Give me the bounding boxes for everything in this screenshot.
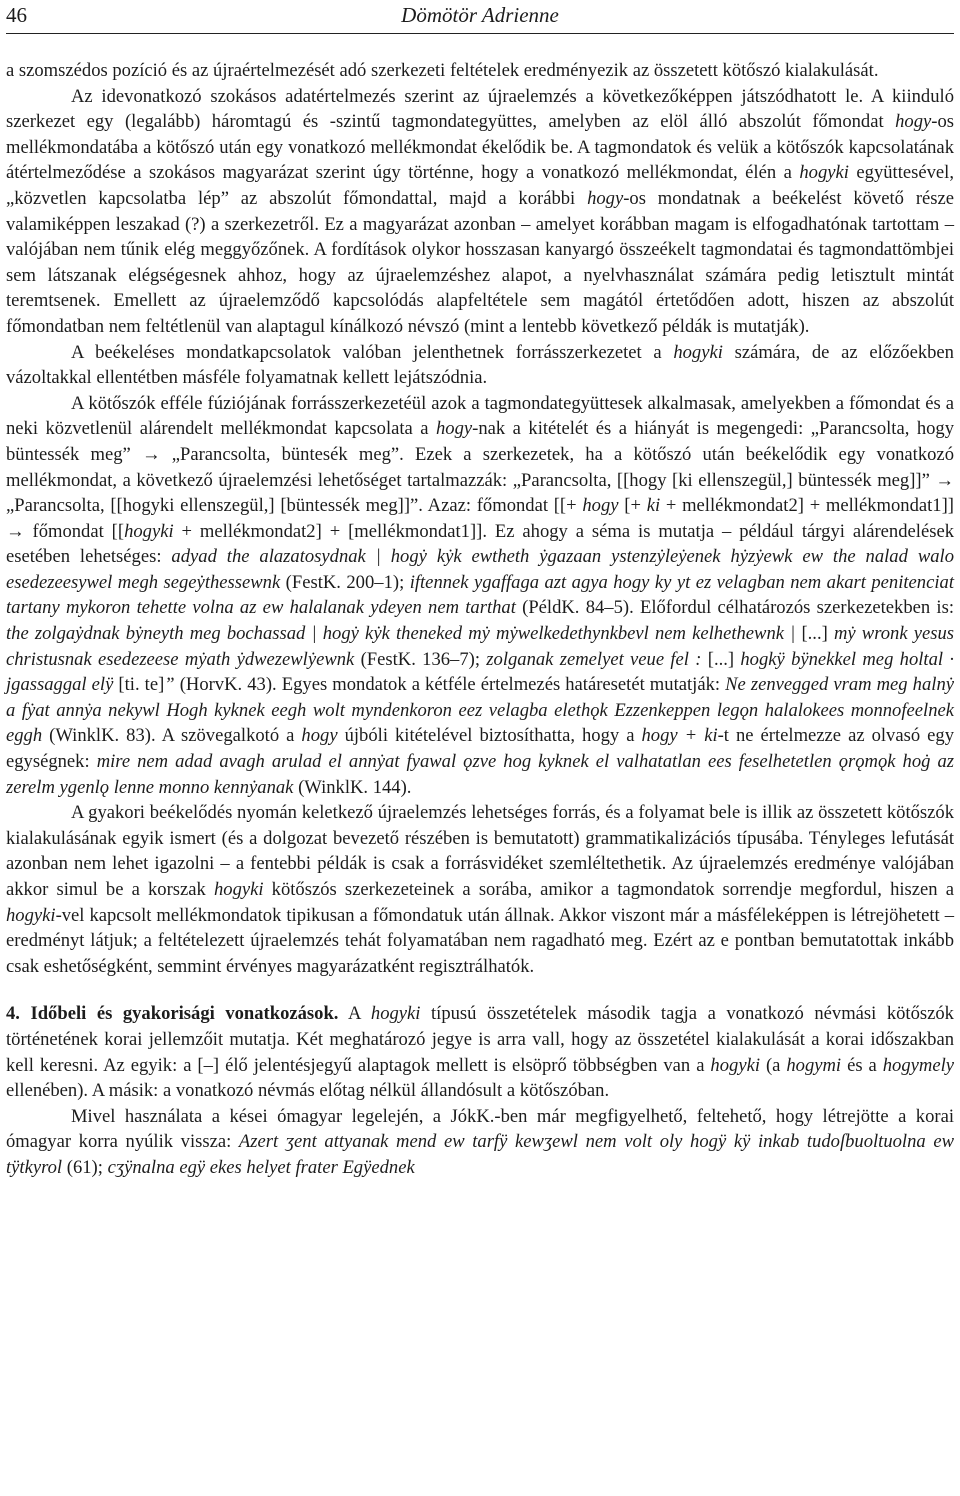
italic-run: mẏ wronk yesus christusnak esedezeese mẏath ẏdwezewlẏewnk — [6, 623, 955, 670]
text-run: típusú összetételek második tagja a vonatkozó névmási kötőszók történetének korai jellemzőit mutatja. Két meghatározó jegye is arra vall, hogy az összetétel kialakulását a korai időszakban kell keresni. Az egyik: a [–] élő jelentésjegyű alaptagok mellett is elsöprő többségben van a — [6, 1003, 954, 1076]
paragraph — [6, 391, 954, 801]
text-run: újbóli kitételével biztosíthatta, hogy a — [337, 725, 642, 747]
italic-run: hogyki — [6, 904, 56, 926]
paragraph — [6, 84, 954, 340]
italic-run: hogy — [895, 111, 932, 133]
header-rule — [6, 33, 954, 34]
italic-run: hogy — [582, 495, 619, 517]
text-run: Mivel használata a kései ómagyar legelején, a JókK.-ben már megfigyelhető, feltehető, hogy létrejötte a korai ómagyar korra nyúlik vissza: — [6, 1105, 954, 1153]
italic-run: cʒÿnalna egÿ ekes helyet frater Egÿednek — [107, 1156, 415, 1178]
italic-run: hogy — [301, 725, 338, 747]
italic-run: Azert ʒent attyanak mend ew tarfÿ kewʒewl nem volt oly hogÿ kÿ inkab tudoſbuoltuolna ew tÿtkyrol — [6, 1131, 954, 1178]
italic-run: zolganak zemelyet veue fel : — [486, 648, 702, 670]
italic-run: hogyki — [673, 341, 723, 363]
text-run: A gyakori beékelődés nyomán keletkező újraelemzés lehetséges forrás, és a folyamat bele is illik az összetett kötőszók kialakulásának egyik ismert (és a dolgozat bevezető részében is bemutatott) grammatikalizációs típusába. Tényleges lefutását azonban nem lehet igazolni – a fentebbi példák is csak a forrásvidéket szemléltethetik. Az újraelemzés eredménye valójában akkor simul be a korszak — [6, 802, 954, 900]
text-run: -t ne értelmezze az olvasó egy egységnek: — [6, 725, 954, 773]
text-run: (WinklK. 83). A szövegalkotó a — [42, 725, 302, 747]
text-run: (a — [759, 1054, 787, 1076]
italic-run: Ne zenvegged vram meg halnẏ a fẏat annẏa nekywl Hogh kyknek eegh wolt myndenkoron eez velagba elethǫk Ezzenkeppen legǫn halalokees monnofeelnek eggh — [6, 674, 954, 747]
text-run: (61); — [62, 1156, 108, 1178]
text-run: [...] — [701, 648, 741, 670]
italic-run: hogymi — [786, 1054, 842, 1076]
paragraph — [6, 340, 954, 391]
text-run: A — [338, 1003, 371, 1025]
text-run: [...] — [801, 623, 834, 645]
text-run: (FestK. 136–7); — [354, 648, 487, 670]
italic-run: hogymely — [882, 1054, 954, 1076]
text-run: (FestK. 200–1); — [280, 571, 410, 593]
text-run: számára, de az előzőekben vázoltakkal ellentétben másféle folyamatnak kellett lejátszódnia. — [6, 341, 954, 389]
italic-run: hogyki — [213, 879, 264, 900]
italic-run: hogy — [436, 418, 473, 440]
text-run: -nak a kitételét és a hiányát is megengedi: „Parancsolta, hogy büntessék meg” → „Parancsolta, büntesék meg”. Ezek a szerkezetek, ha a kötőszó után beékelődik egy vonatkozó mellékmondat, a következő újraelemzési lehetőséget tartalmazzák: „Parancsolta, [[hogy [ki ellenszegül,] büntessék meg]]” → „Parancsolta, [[hogyki ellenszegül,] [büntessék meg]]”. Azaz: főmondat [[+ — [6, 418, 955, 517]
running-header — [6, 2, 954, 32]
text-run: (HorvK. 43). Egyes mondatok a kétféle értelmezés határesetét mutatják: — [174, 674, 726, 696]
text-run: A kötőszók efféle fúziójának forrásszerkezetéül azok a tagmondategyüttesek alkalmasak, amelyekben a főmondat és a neki közvetlenül alárendelt mellékmondat kapcsolata a — [6, 392, 954, 440]
section-title: 4. Időbeli és gyakorisági vonatkozások. — [6, 1003, 339, 1025]
text-run: (WinklK. 144). — [293, 776, 412, 798]
text-run: együttesével, „közvetlen kapcsolatba lép” az abszolút főmondattal, majd a korábbi — [6, 162, 954, 209]
italic-run: ki — [646, 495, 661, 517]
text-run: -os mellékmondatába a kötőszó után egy vonatkozó mellékmondat ékelődik be. A tagmondatok és velük a kötőszók kapcsolatának átértelmeződése a szokásos magyarázat szerint úgy történne, hogy a vonatkozó mellékmondat, élén a — [6, 111, 954, 184]
italic-run: hogyki — [799, 162, 849, 184]
italic-run: hogy — [587, 187, 624, 209]
italic-run: adyad the alazatosydnak | hogẏ kẏk ewtheth ẏgazaan ystenzẏleẏenek hẏzẏewk ew the nalad walo esedezeesywel megh segeẏthessewnk — [6, 546, 954, 593]
text-run: a szomszédos pozíció és az újraértelmezését adó szerkezeti feltételek eredményezik az összetett kötőszó kialakulását. — [6, 60, 879, 81]
text-run: és a — [841, 1054, 883, 1076]
running-head-author: Dömötör Adrienne — [401, 3, 559, 27]
page-number: 46 — [6, 3, 27, 27]
text-run: + mellékmondat2] + mellékmondat1]] → főmondat [[ — [6, 495, 954, 542]
italic-run: hogyki — [370, 1003, 421, 1025]
italic-run: hogy + ki — [641, 725, 718, 747]
paragraph — [6, 58, 954, 84]
italic-run: hogyki — [710, 1054, 760, 1076]
italic-run: iftennek ygaffaga azt agya hogy ky yt ez velagban nem akart penitenciat tartany mykoron tehette volna az ew halalanak ydeyen nem tarthat — [6, 571, 954, 619]
text-run: [+ — [618, 495, 647, 517]
text-run: (PéldK. 84–5). Előfordul célhatározós szerkezetekben is: — [515, 597, 954, 619]
italic-run: the zolgaẏdnak bẏneyth meg bochassad | hogẏ kẏk theneked mẏ mẏwelkedethynkbevl nem kelhethewnk | — [6, 623, 802, 645]
text-run: A beékeléses mondatkapcsolatok valóban jelenthetnek forrásszerkezetet a — [71, 341, 674, 363]
paragraph — [6, 1104, 954, 1181]
paragraph — [6, 800, 954, 979]
italic-run: hogyki — [124, 520, 174, 542]
body-text — [6, 58, 954, 1181]
text-run: + mellékmondat2] + [mellékmondat1]]. Ez ahogy a séma is mutatja – például tárgyi alárendelések esetében lehetséges: — [6, 520, 954, 568]
text-run: -vel kapcsolt mellékmondatok tipikusan a főmondatuk után állnak. Akkor viszont már a másféleképpen is létrejöhetett – eredményt látjuk; a feltételezett újraelemzés tehát folyamatában nem ragadható meg. Ezért az e pontban bemutatottak inkább csak eshetőségként, semmint érvényes magyarázatként regisztrálhatók. — [6, 904, 954, 977]
text-run: [ti. te] — [113, 674, 165, 696]
section-paragraph — [6, 1001, 954, 1103]
text-run: Az idevonatkozó szokásos adatértelmezés szerint az újraelemzés a következőképpen játszódhatott le. A kiinduló szerkezet egy (legalább) háromtagú és -szintű tagmondategyüttes, amelyben az elöl álló abszolút főmondat — [6, 85, 954, 133]
italic-run: hogkÿ bÿnekkel meg holtal · jgassaggal elÿ — [6, 648, 954, 696]
text-run: -os mondatnak a beékelést követő része valamiképpen leszakad (?) a szerkezetről. Ez a magyarázat azonban – amelyet korábban magam is elfogadhatónak tartottam – valójában nem tűnik elég meggyőzőnek. A fordítások olykor hosszasan kanyargó összeékelt tagmondatai és tagmondattömbjei sem látszanak elégségesnek ahhoz, hogy az újraelemzéshez alapot, a nyelvhasználat számára pedig letisztult mintát teremtsenek. Emellett az újraelemződő kapcsolódás alapfeltétele sem magától értetődően adott, hiszen az abszolút főmondatban nem feltétlenül van alaptagul kínálkozó névszó (mint a lentebb következő példák is mutatják). — [6, 187, 954, 337]
italic-run: ” — [164, 674, 175, 696]
text-run: ellenében). A másik: a vonatkozó névmás előtag nélkül állandósult a kötőszóban. — [6, 1080, 610, 1102]
text-run: kötőszós szerkezeteinek a sorába, amikor a tagmondatok sorrendje megfordul, hiszen a — [263, 879, 954, 900]
italic-run: mire nem adad avagh arulad el annẏat fyawal ǫzve hog kyknek el valhatatlan ees feselhetetlen ǫrǫmǫk hoġ az zerelm ygenlǫ lenne monno kennẏanak — [6, 751, 955, 798]
